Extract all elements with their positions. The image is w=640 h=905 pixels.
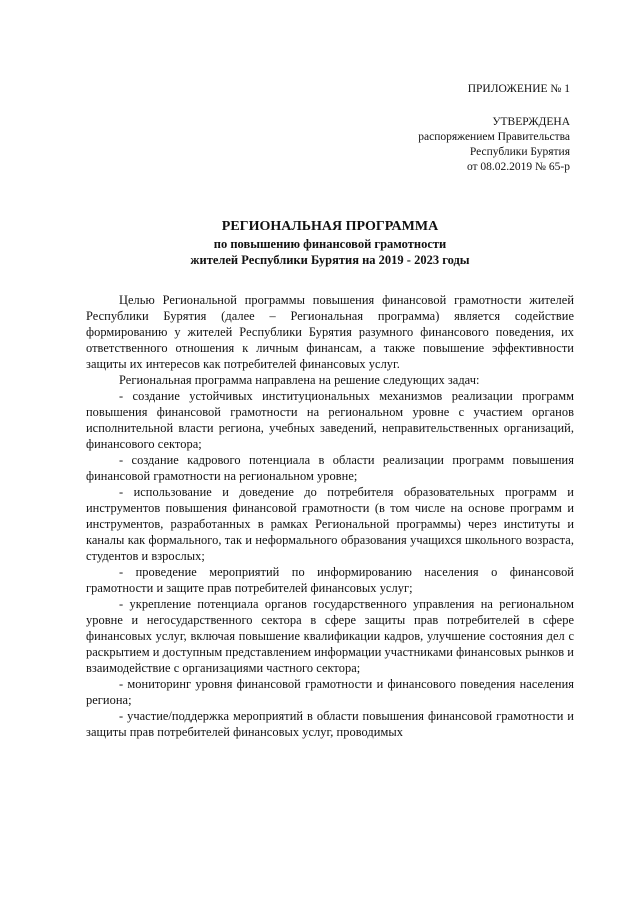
title-main: РЕГИОНАЛЬНАЯ ПРОГРАММА [221, 219, 439, 234]
title-subtitle-2: жителей Республики Бурятия на 2019 - 2023 годы [190, 253, 470, 267]
task-item: - укрепление потенциала органов государственного управления на региональном уровне и негосударственного сектора в сфере защиты прав потребителей в сфере финансовых услуг, включая повышение квалификации кадров, улучшение состояния дел с раскрытием и доступным представлением информации участниками финансовых рынков и взаимодействие с организациями частного сектора; [86, 597, 574, 675]
approval-line-1: распоряжением Правительства [418, 131, 570, 143]
approval-line-2: Республики Бурятия [469, 146, 570, 158]
approval-date-number: от 08.02.2019 № 65-р [466, 161, 570, 173]
document-body [86, 292, 574, 740]
annex-label: ПРИЛОЖЕНИЕ № 1 [467, 83, 570, 95]
task-item: - создание устойчивых институциональных механизмов реализации программ повышения финансовой грамотности на региональном уровне с участием органов исполнительной власти региона, учебных заведений, неправительственных организаций, финансового сектора; [86, 389, 574, 451]
document-title [86, 218, 574, 268]
title-subtitle-1: по повышению финансовой грамотности [213, 237, 447, 251]
task-item: - использование и доведение до потребителя образовательных программ и инструментов повышения финансовой грамотности (в том числе на основе программ и инструментов, разработанных в рамках Региональной программы) через институты и каналы как формального, так и неформального образования учащихся школьного возраста, студентов и взрослых; [86, 485, 574, 563]
approval-block [418, 82, 570, 175]
paragraph-tasks-intro: Региональная программа направлена на решение следующих задач: [119, 373, 480, 387]
paragraph-goal: Целью Региональной программы повышения финансовой грамотности жителей Республики Бурятия (далее – Региональная программа) является содействие формированию у жителей Республики Бурятия разумного финансового поведения, их ответственного отношения к личным финансам, а также повышение эффективности защиты их интересов как потребителей финансовых услуг. [86, 293, 574, 371]
task-item: - создание кадрового потенциала в области реализации программ повышения финансовой грамотности на региональном уровне; [86, 453, 574, 483]
approved-label: УТВЕРЖДЕНА [492, 116, 570, 128]
task-item: - мониторинг уровня финансовой грамотности и финансового поведения населения региона; [86, 677, 574, 707]
task-item: - проведение мероприятий по информированию населения о финансовой грамотности и защите прав потребителей финансовых услуг; [86, 565, 574, 595]
task-item: - участие/поддержка мероприятий в области повышения финансовой грамотности и защиты прав потребителей финансовых услуг, проводимых [86, 709, 574, 739]
